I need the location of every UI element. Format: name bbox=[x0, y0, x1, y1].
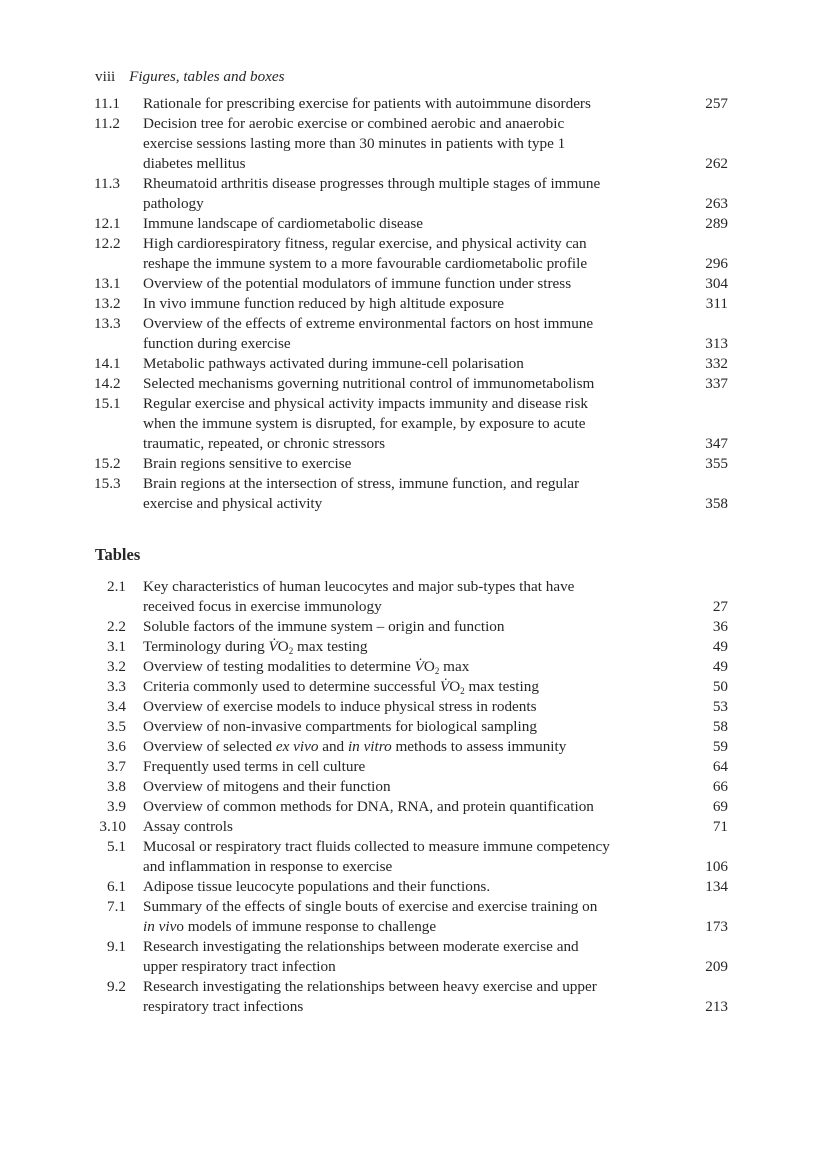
table-number: 9.2 bbox=[107, 978, 126, 995]
figure-number: 11.3 bbox=[94, 175, 121, 192]
figure-number: 14.2 bbox=[94, 375, 121, 392]
running-title: Figures, tables and boxes bbox=[129, 68, 285, 85]
figure-title: Overview of the effects of extreme environmental factors on host immune function during exercise bbox=[143, 315, 594, 352]
table-page-number: 27 bbox=[712, 598, 728, 615]
table-page-number: 49 bbox=[712, 638, 728, 655]
table-page-number: 69 bbox=[712, 798, 728, 815]
table-title: Assay controls bbox=[143, 818, 233, 835]
page-number: viii bbox=[95, 68, 116, 85]
table-number: 7.1 bbox=[107, 898, 126, 915]
table-number: 3.2 bbox=[107, 658, 126, 675]
figure-entry bbox=[0, 354, 823, 374]
figure-entry bbox=[0, 214, 823, 234]
figure-entry bbox=[0, 174, 823, 214]
vo2-subscript: 2 bbox=[460, 686, 465, 696]
figure-page-number: 263 bbox=[705, 195, 728, 212]
table-entry bbox=[0, 617, 823, 637]
figure-title: Rheumatoid arthritis disease progresses through multiple stages of immune pathology bbox=[143, 175, 601, 212]
figure-number: 12.1 bbox=[94, 215, 121, 232]
figure-title: Brain regions at the intersection of stress, immune function, and regular exercise and physical activity bbox=[143, 475, 580, 512]
figure-page-number: 332 bbox=[705, 355, 728, 372]
table-page-number: 53 bbox=[712, 698, 728, 715]
table-title: Summary of the effects of single bouts of exercise and exercise training on in vivo models of immune response to challenge bbox=[143, 898, 598, 935]
table-page-number: 58 bbox=[712, 718, 728, 735]
table-title: Key characteristics of human leucocytes and major sub-types that have received focus in exercise immunology bbox=[143, 578, 575, 615]
table-number: 5.1 bbox=[107, 838, 126, 855]
figure-title: Immune landscape of cardiometabolic disease bbox=[143, 215, 424, 232]
table-entry bbox=[0, 977, 823, 1017]
figure-title: In vivo immune function reduced by high altitude exposure bbox=[143, 295, 505, 312]
table-entry bbox=[0, 757, 823, 777]
table-title: Overview of exercise models to induce physical stress in rodents bbox=[143, 698, 537, 715]
table-number: 9.1 bbox=[107, 938, 126, 955]
figure-page-number: 262 bbox=[705, 155, 728, 172]
table-entry bbox=[0, 697, 823, 717]
figure-title: High cardiorespiratory fitness, regular exercise, and physical activity can reshape the immune system to a more favourable cardiometabolic profile bbox=[143, 235, 588, 272]
figure-title: Decision tree for aerobic exercise or combined aerobic and anaerobic exercise sessions lasting more than 30 minutes in patients with type 1 diabetes mellitus bbox=[143, 115, 566, 172]
table-page-number: 71 bbox=[712, 818, 728, 835]
table-number: 3.3 bbox=[107, 678, 126, 695]
figure-page-number: 304 bbox=[705, 275, 728, 292]
table-entry bbox=[0, 817, 823, 837]
table-number: 3.10 bbox=[99, 818, 126, 835]
table-entry bbox=[0, 737, 823, 757]
table-title: Frequently used terms in cell culture bbox=[143, 758, 366, 775]
figure-title: Metabolic pathways activated during immune-cell polarisation bbox=[143, 355, 524, 372]
table-title: Overview of common methods for DNA, RNA, and protein quantification bbox=[143, 798, 594, 815]
vo2-symbol: $V̇O_2$ bbox=[439, 678, 465, 696]
table-number: 3.5 bbox=[107, 718, 126, 735]
table-number: 3.6 bbox=[107, 738, 126, 755]
figure-page-number: 313 bbox=[705, 335, 728, 352]
figure-number: 14.1 bbox=[94, 355, 121, 372]
figure-number: 12.2 bbox=[94, 235, 121, 252]
vo2-symbol: $V̇O_2$ bbox=[268, 638, 294, 656]
table-entry bbox=[0, 797, 823, 817]
table-page-number: 213 bbox=[705, 998, 728, 1015]
table-title: Research investigating the relationships between heavy exercise and upper respiratory tract infections bbox=[143, 978, 597, 1015]
vo2-subscript: 2 bbox=[288, 646, 294, 656]
figure-number: 15.3 bbox=[94, 475, 121, 492]
table-title: Overview of mitogens and their function bbox=[143, 778, 391, 795]
italic-text: in vitro bbox=[347, 738, 392, 755]
table-title: Terminology during $V̇O_2$ max testing bbox=[143, 638, 368, 656]
figure-number: 11.2 bbox=[94, 115, 121, 132]
figure-number: 13.2 bbox=[94, 295, 121, 312]
table-entry bbox=[0, 577, 823, 617]
figure-page-number: 347 bbox=[705, 435, 728, 452]
table-entry bbox=[0, 677, 823, 697]
figure-page-number: 358 bbox=[705, 495, 728, 512]
figure-title: Rationale for prescribing exercise for patients with autoimmune disorders bbox=[143, 95, 591, 112]
vo2-v: V̇ bbox=[439, 678, 450, 695]
table-title: Criteria commonly used to determine successful $V̇O_2$ max testing bbox=[143, 678, 539, 696]
figure-entry bbox=[0, 114, 823, 174]
table-title: Soluble factors of the immune system – origin and function bbox=[143, 618, 505, 635]
tables-heading: Tables bbox=[95, 545, 141, 564]
table-entry bbox=[0, 837, 823, 877]
table-page-number: 173 bbox=[705, 918, 728, 935]
table-title: Overview of selected ex vivo and in vitro methods to assess immunity bbox=[143, 738, 567, 755]
vo2-v: V̇ bbox=[268, 638, 278, 655]
table-entry bbox=[0, 657, 823, 677]
vo2-subscript: 2 bbox=[434, 666, 440, 676]
table-title: Overview of testing modalities to determine $V̇O_2$ max bbox=[143, 658, 470, 676]
table-page-number: 59 bbox=[712, 738, 728, 755]
table-page-number: 209 bbox=[705, 958, 728, 975]
figure-title: Overview of the potential modulators of immune function under stress bbox=[143, 275, 572, 292]
figure-number: 15.1 bbox=[94, 395, 121, 412]
table-entry bbox=[0, 897, 823, 937]
figure-page-number: 296 bbox=[705, 255, 728, 272]
table-title: Research investigating the relationships between moderate exercise and upper respiratory tract infection bbox=[143, 938, 579, 975]
table-page-number: 36 bbox=[712, 618, 728, 635]
figure-entry bbox=[0, 474, 823, 514]
tables-list bbox=[0, 577, 823, 1017]
table-page-number: 50 bbox=[712, 678, 728, 695]
vo2-v: V̇ bbox=[414, 658, 424, 675]
figure-number: 13.3 bbox=[94, 315, 121, 332]
table-title: Adipose tissue leucocyte populations and their functions. bbox=[143, 878, 491, 895]
figure-title: Selected mechanisms governing nutritional control of immunometabolism bbox=[143, 375, 595, 392]
figure-title: Brain regions sensitive to exercise bbox=[143, 455, 352, 472]
figures-list bbox=[0, 94, 823, 514]
figure-page-number: 355 bbox=[705, 455, 728, 472]
figure-entry bbox=[0, 314, 823, 354]
table-page-number: 64 bbox=[712, 758, 728, 775]
figure-number: 11.1 bbox=[94, 95, 121, 112]
running-header bbox=[95, 67, 285, 87]
figure-entry bbox=[0, 394, 823, 454]
table-page-number: 134 bbox=[705, 878, 728, 895]
table-entry bbox=[0, 877, 823, 897]
figure-entry bbox=[0, 294, 823, 314]
table-number: 2.1 bbox=[107, 578, 126, 595]
figure-page-number: 337 bbox=[705, 375, 728, 392]
figure-number: 13.1 bbox=[94, 275, 121, 292]
table-title: Overview of non-invasive compartments for biological sampling bbox=[143, 718, 537, 735]
table-number: 3.4 bbox=[107, 698, 126, 715]
table-number: 3.1 bbox=[107, 638, 126, 655]
table-number: 3.9 bbox=[107, 798, 126, 815]
figure-entry bbox=[0, 454, 823, 474]
figure-number: 15.2 bbox=[94, 455, 121, 472]
figure-entry bbox=[0, 234, 823, 274]
figure-page-number: 289 bbox=[705, 215, 728, 232]
figure-entry bbox=[0, 374, 823, 394]
figure-title: Regular exercise and physical activity impacts immunity and disease risk when the immune system is disrupted, for example, by exposure to acute traumatic, repeated, or chronic stressors bbox=[143, 395, 588, 452]
table-page-number: 66 bbox=[712, 778, 728, 795]
table-page-number: 49 bbox=[712, 658, 728, 675]
figure-page-number: 257 bbox=[705, 95, 728, 112]
figure-page-number: 311 bbox=[705, 295, 728, 312]
figure-entry bbox=[0, 94, 823, 114]
italic-text: ex vivo bbox=[275, 738, 319, 755]
italic-text: in viv bbox=[143, 918, 177, 935]
table-title: Mucosal or respiratory tract fluids collected to measure immune competency and inflammation in response to exercise bbox=[143, 838, 610, 875]
table-number: 3.7 bbox=[107, 758, 126, 775]
table-number: 6.1 bbox=[107, 878, 126, 895]
table-entry bbox=[0, 637, 823, 657]
table-page-number: 106 bbox=[705, 858, 728, 875]
table-entry bbox=[0, 777, 823, 797]
table-entry bbox=[0, 937, 823, 977]
figure-entry bbox=[0, 274, 823, 294]
table-number: 3.8 bbox=[107, 778, 126, 795]
table-entry bbox=[0, 717, 823, 737]
vo2-symbol: $V̇O_2$ bbox=[414, 658, 440, 676]
table-number: 2.2 bbox=[107, 618, 126, 635]
